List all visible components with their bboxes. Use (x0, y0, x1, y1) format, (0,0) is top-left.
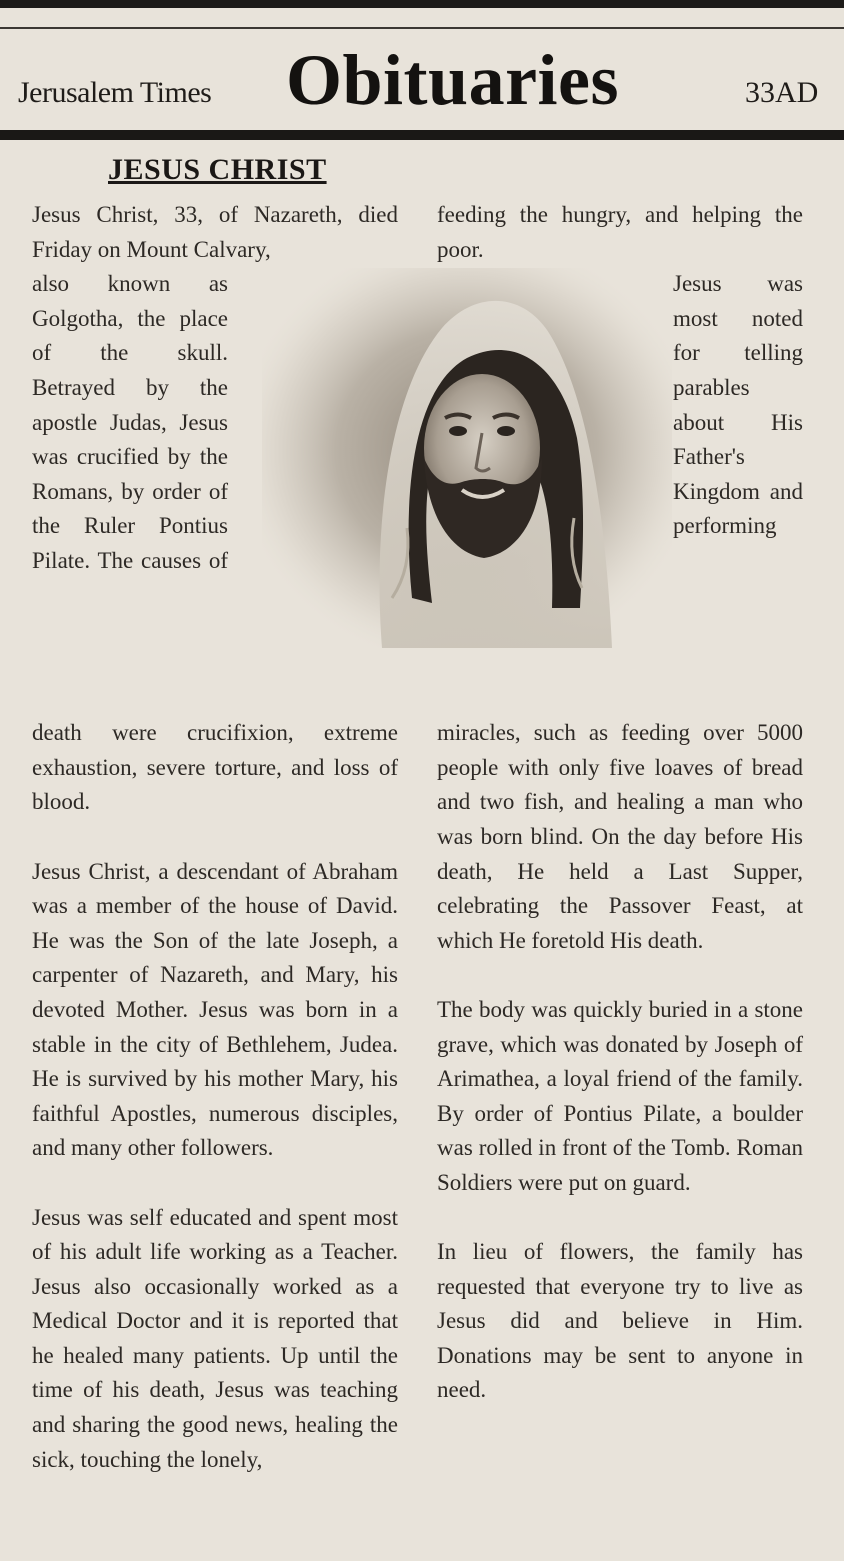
left-paragraph-3: Jesus was self educated and spent most of his adult life working as a Teacher. Jesus also occasionally worked as a Medical Doctor and it is reported that he healed many patients. Up until the time of his death, Jesus was teaching and sharing the good news, healing the sick, touching the lonely, (32, 1204, 398, 1472)
right-paragraph-3: In lieu of flowers, the family has requested that everyone try to live as Jesus did and believe in Him. Donations may be sent to anyone in need. (437, 1239, 803, 1403)
left-intro-text: Jesus Christ, 33, of Nazareth, died Friday on Mount Calvary, (32, 202, 398, 262)
issue-date: 33AD (745, 76, 819, 109)
left-wrapped-text-end: death were crucifixion, extreme exhaustion, severe torture, and loss of blood. (32, 720, 398, 815)
portrait-photo-icon (262, 268, 672, 648)
left-wrapped-text: also known as Golgotha, the place of the skull. Betrayed by the apostle Judas, Jesus was crucified by the Romans, by order of the Ruler Pontius Pilate. The causes of (32, 271, 228, 573)
section-title: Obituaries (286, 40, 620, 120)
masthead (0, 38, 844, 130)
obituary-headline: JESUS CHRIST (108, 153, 327, 186)
paper-name: Jerusalem Times (18, 76, 212, 109)
masthead-thin-rule (0, 27, 844, 29)
right-intro-text: feeding the hungry, and helping the poor. (437, 202, 803, 262)
top-border-rule (0, 0, 844, 8)
right-paragraph-2: The body was quickly buried in a stone grave, which was donated by Joseph of Arimathea, a loyal friend of the family. By order of Pontius Pilate, a boulder was rolled in front of the Tomb. Roman Soldiers were put on guard. (437, 996, 803, 1195)
right-wrapped-text: Jesus was most noted for telling parables about His Father's Kingdom and performing (673, 271, 803, 539)
right-wrapped-text-end: miracles, such as feeding over 5000 people with only five loaves of bread and two fish, and healing a man who was born blind. On the day before His death, He held a Last Supper, celebrating the Passover Feast, at which He foretold His death. (437, 720, 803, 953)
left-paragraph-2: Jesus Christ, a descendant of Abraham was a member of the house of David. He was the Son of the late Joseph, a carpenter of Nazareth, and Mary, his devoted Mother. Jesus was born in a stable in the city of Bethlehem, Judea. He is survived by his mother Mary, his faithful Apostles, numerous disciples, and many other followers. (32, 858, 398, 1161)
masthead-heavy-rule (0, 130, 844, 140)
